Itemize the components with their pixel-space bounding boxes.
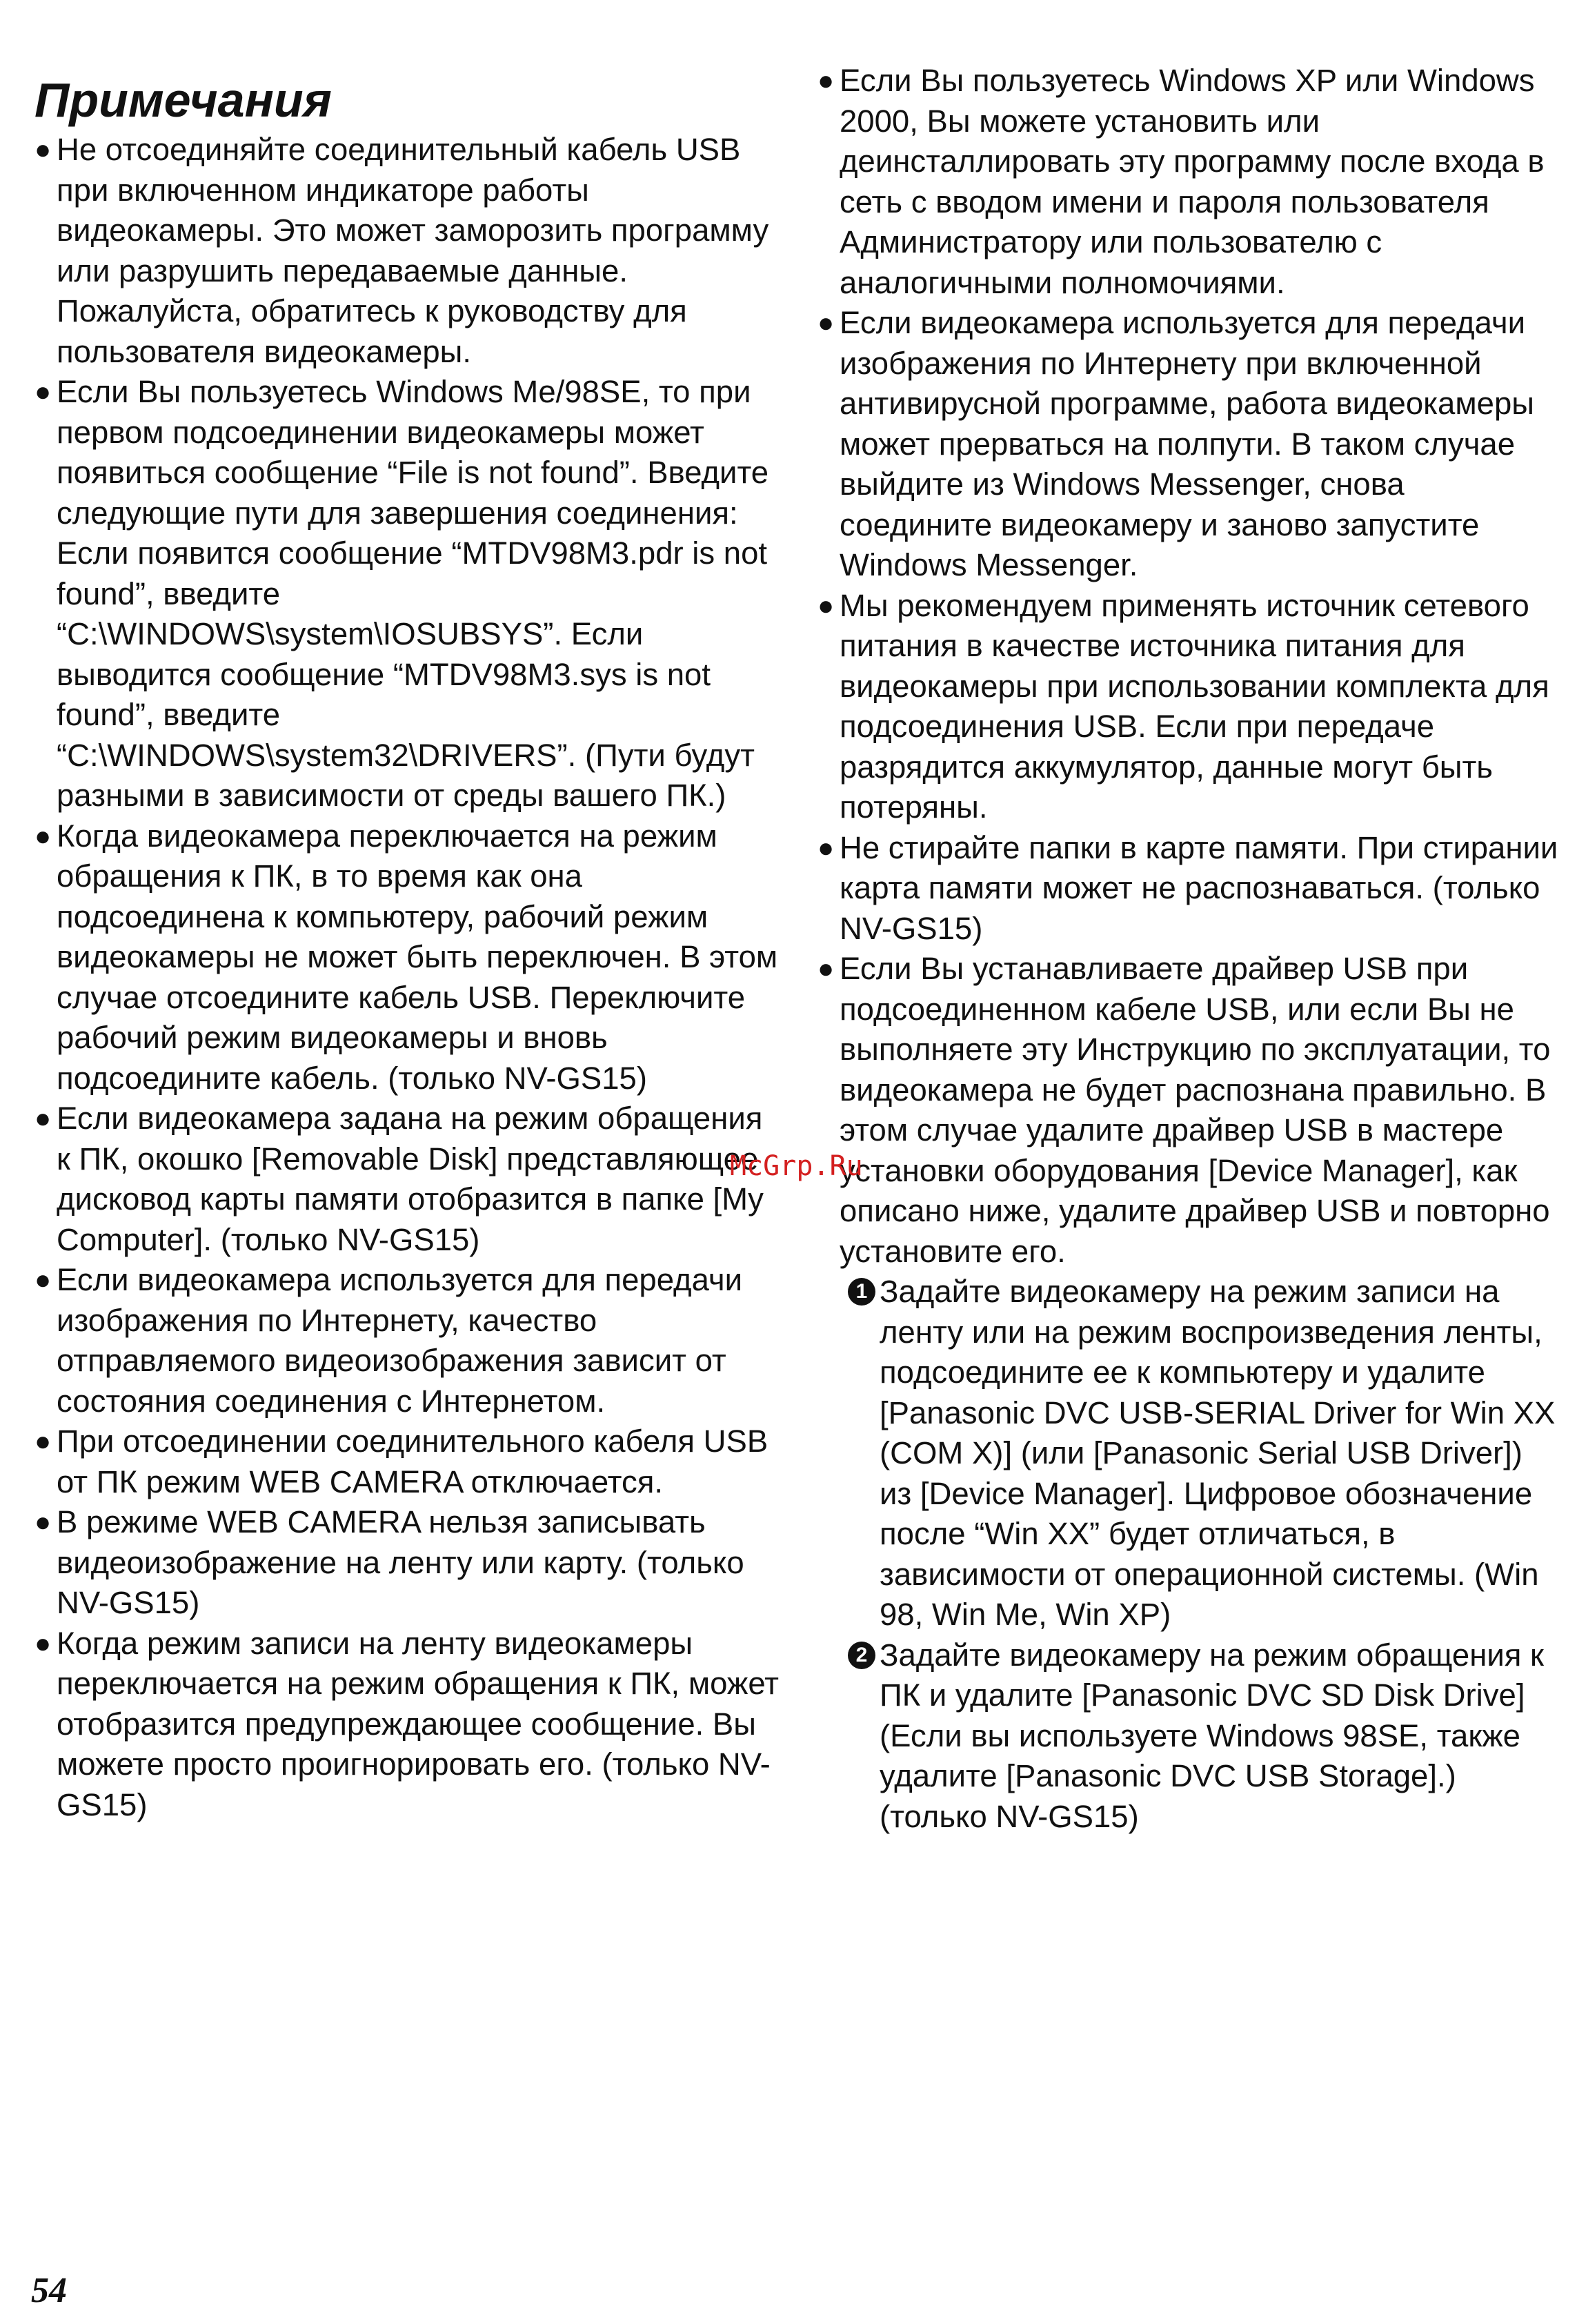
- note-text: Не стирайте папки в карте памяти. При стирании карта памяти может не распознаваться. (только NV-GS15): [840, 829, 1558, 946]
- bullet-icon: ●: [817, 832, 835, 863]
- bullet-icon: ●: [34, 1628, 52, 1659]
- step-number-icon: 2: [848, 1642, 875, 1669]
- note-item: [817, 828, 1559, 949]
- note-text: В режиме WEB CAMERA нельзя записывать видеоизображение на ленту или карту. (только NV-GS15): [57, 1504, 744, 1620]
- note-text: Если видеокамера задана на режим обращения к ПК, окошко [Removable Disk] представляющее дисковод карты памяти отобразится в папке [My Computer]. (только NV-GS15): [57, 1101, 764, 1257]
- note-item: [34, 1099, 783, 1260]
- note-text: Если видеокамера используется для передачи изображения по Интернету при включенной антивирусной программе, работа видеокамеры может прерваться на полпути. В таком случае выйдите из Windows Messenger, снова соедините видеокамеру и заново запустите Windows Messenger.: [840, 305, 1534, 582]
- note-item: [34, 816, 783, 1099]
- note-text: Когда режим записи на ленту видеокамеры переключается на режим обращения к ПК, может отобразится предупреждающее сообщение. Вы можете просто проигнорировать его. (только NV-GS15): [57, 1625, 779, 1822]
- step-item: [848, 1272, 1559, 1635]
- note-text: При отсоединении соединительного кабеля USB от ПК режим WEB CAMERA отключается.: [57, 1424, 768, 1499]
- note-item: [34, 130, 783, 372]
- note-item: [34, 1260, 783, 1421]
- bullet-icon: ●: [34, 820, 52, 851]
- bullet-icon: ●: [34, 1103, 52, 1134]
- left-notes-list: [34, 130, 783, 1825]
- bullet-icon: ●: [817, 954, 835, 984]
- uninstall-steps-list: [817, 1272, 1559, 1837]
- bullet-icon: ●: [34, 377, 52, 407]
- right-column: [817, 0, 1559, 1837]
- watermark: McGrp.Ru: [730, 1150, 863, 1182]
- note-item: [817, 949, 1559, 1272]
- note-item: [34, 1502, 783, 1624]
- note-item: [817, 61, 1559, 303]
- step-text: Задайте видеокамеру на режим обращения к ПК и удалите [Panasonic DVC SD Disk Drive] (Если вы используете Windows 98SE, также удалите [Panasonic DVC USB Storage].) (только NV-GS15): [880, 1637, 1544, 1834]
- note-item: [817, 303, 1559, 586]
- bullet-icon: ●: [817, 590, 835, 621]
- bullet-icon: ●: [34, 1507, 52, 1537]
- note-text: Не отсоединяйте соединительный кабель USB при включенном индикаторе работы видеокамеры. Это может заморозить программу или разрушить передаваемые данные. Пожалуйста, обратитесь к руководству для пользователя видеокамеры.: [57, 132, 769, 369]
- bullet-icon: ●: [34, 135, 52, 165]
- note-text: Если Вы пользуетесь Windows Me/98SE, то при первом подсоединении видеокамеры может появиться сообщение “File is not found”. Введите следующие пути для завершения соединения: Если появится сообщение “MTDV98M3.pdr is not found”, введите “C:\WINDOWS\system\IOSUBSYS”. Если выводится сообщение “MTDV98M3.sys is not found”, введите “C:\WINDOWS\system32\DRIVERS”. (Пути будут разными в зависимости от среды вашего ПК.): [57, 374, 769, 813]
- note-text: Мы рекомендуем применять источник сетевого питания в качестве источника питания для видеокамеры при использовании комплекта для подсоединения USB. Если при передаче разрядится аккумулятор, данные могут быть потеряны.: [840, 587, 1549, 825]
- note-text: Если Вы устанавливаете драйвер USB при подсоединенном кабеле USB, или если Вы не выполняете эту Инструкцию по эксплуатации, то видеокамера не будет распознана правильно. В этом случае удалите драйвер USB в мастере установки оборудования [Device Manager], как описано ниже, удалите драйвер USB и повторно установите его.: [840, 951, 1551, 1269]
- right-notes-list: [817, 61, 1559, 1272]
- note-item: [34, 1421, 783, 1502]
- step-number-icon: 1: [848, 1278, 875, 1306]
- bullet-icon: ●: [34, 1265, 52, 1295]
- bullet-icon: ●: [817, 66, 835, 96]
- note-item: [817, 586, 1559, 828]
- note-item: [34, 372, 783, 816]
- bullet-icon: ●: [34, 1426, 52, 1457]
- note-item: [34, 1624, 783, 1826]
- page-number: 54: [31, 2271, 67, 2310]
- note-text: Если видеокамера используется для передачи изображения по Интернету, качество отправляемого видеоизображения зависит от состояния соединения с Интернетом.: [57, 1262, 743, 1419]
- note-text: Когда видеокамера переключается на режим обращения к ПК, в то время как она подсоединена к компьютеру, рабочий режим видеокамеры не может быть переключен. В этом случае отсоедините кабель USB. Переключите рабочий режим видеокамеры и вновь подсоедините кабель. (только NV-GS15): [57, 818, 778, 1096]
- note-text: Если Вы пользуетесь Windows XP или Windows 2000, Вы можете установить или деинсталлировать эту программу после входа в сеть с вводом имени и пароля пользователя Администратору или пользователю с аналогичными полномочиями.: [840, 63, 1545, 300]
- bullet-icon: ●: [817, 308, 835, 338]
- step-text: Задайте видеокамеру на режим записи на ленту или на режим воспроизведения ленты, подсоедините ее к компьютеру и удалите [Panasonic DVC USB-SERIAL Driver for Win XX (COM X)] (или [Panasonic Serial USB Driver]) из [Device Manager]. Цифровое обозначение после “Win XX” будет отличаться, в зависимости от операционной системы. (Win 98, Win Me, Win XP): [880, 1274, 1556, 1632]
- step-item: [848, 1635, 1559, 1838]
- left-column: [34, 0, 783, 1825]
- page-title: Примечания: [34, 73, 332, 127]
